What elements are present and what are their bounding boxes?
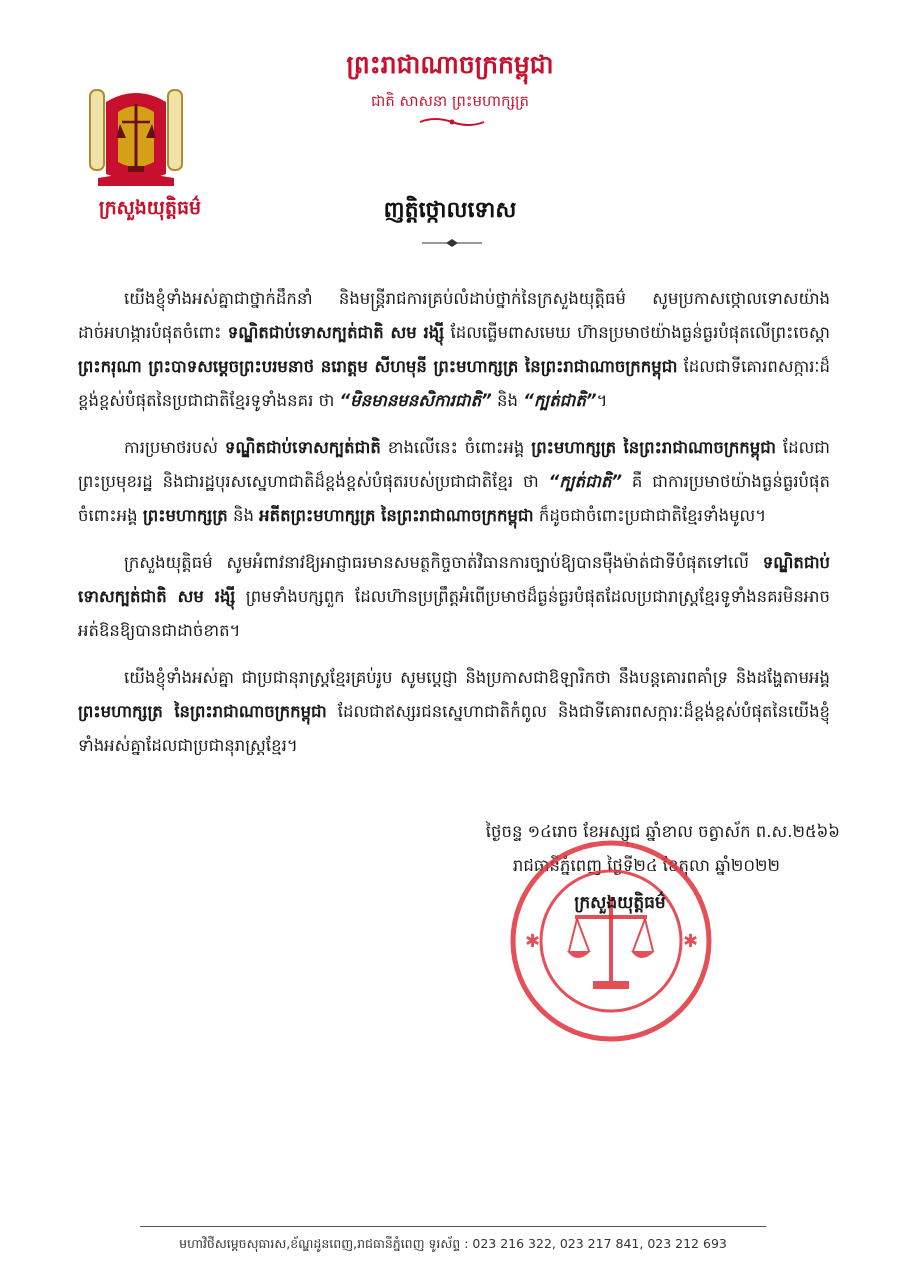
title-ornament-icon: [420, 238, 484, 248]
paragraph-4: យើងខ្ញុំទាំងអស់គ្នា ជាប្រជានុរាស្ត្រខ្មែរគ្រប់រូប សូមប្តេជ្ញា និងប្រកាសជាឱឡារិកថា នឹងបន្តគោរពគាំទ្រ និងដង្ហែតាមអង្គ ព្រះមហាក្សត្រ នៃព្រះរាជាណាចក្រកម្ពុជា ដែលជាឥស្សរជនស្នេហាជាតិកំពូល និងជាទីគោរពសក្ការៈដ៏ខ្ពង់ខ្ពស់បំផុតនៃយើងខ្ញុំទាំងអស់គ្នាដែលជាប្រជានុរាស្ត្រខ្មែរ។: [78, 668, 831, 755]
ministry-name: ក្រសួងយុត្តិធម៌: [98, 197, 202, 219]
national-motto: ជាតិ សាសនា ព្រះមហាក្សត្រ: [370, 92, 530, 110]
statement-body: [78, 282, 830, 776]
paragraph-2: ការប្រមាថរបស់ ទណ្ឌិតជាប់ទោសក្បត់ជាតិ ខាងលើនេះ ចំពោះអង្គ ព្រះមហាក្សត្រ នៃព្រះរាជាណាចក្រកម្ពុជា ដែលជាព្រះប្រមុខរដ្ឋ និងជារដ្ឋបុរសស្នេហាជាតិដ៏ខ្ពង់ខ្ពស់បំផុតរបស់ប្រជាជាតិខ្មែរ ថា “ក្បត់ជាតិ” គឺ ជាការប្រមាថយ៉ាងធ្ងន់ធ្ងរបំផុតចំពោះអង្គ ព្រះមហាក្សត្រ និង អតីតព្រះមហាក្សត្រ នៃព្រះរាជាណាចក្រកម្ពុជា ក៏ដូចជាចំពោះប្រជាជាតិខ្មែរទាំងមូល។: [78, 438, 830, 525]
svg-text:✱: ✱: [525, 931, 541, 952]
ministry-emblem-icon: [88, 82, 184, 190]
solar-date: រាជធានីភ្នំពេញ ថ្ងៃទី២៤ ខែតុលា ឆ្នាំ២០២២: [512, 856, 780, 875]
paragraph-1: យើងខ្ញុំទាំងអស់គ្នាជាថ្នាក់ដឹកនាំ និងមន្ត្រីរាជការគ្រប់លំដាប់ថ្នាក់នៃក្រសួងយុត្តិធម៌ សូមប្រកាសថ្កោលទោសយ៉ាងដាច់អហង្ការបំផុតចំពោះ ទណ្ឌិតជាប់ទោសក្បត់ជាតិ សម រង្ស៊ី ដែលធ្លើមពាសមេឃ ហ៊ានប្រមាថយ៉ាងធ្ងន់ធ្ងរបំផុតលើព្រះចេស្តា ព្រះករុណា ព្រះបាទសម្តេចព្រះបរមនាថ នរោត្តម សីហមុនី ព្រះមហាក្សត្រ នៃព្រះរាជាណាចក្រកម្ពុជា ដែលជាទីគោរពសក្ការៈដ៏ខ្ពង់ខ្ពស់បំផុតនៃប្រជាជាតិខ្មែរទូទាំងនគរ ថា “មិនមានមនសិការជាតិ” និង “ក្បត់ជាតិ”។: [78, 289, 831, 410]
official-seal-icon: [505, 835, 717, 1047]
document-title: ញត្តិថ្កោលទោស: [383, 198, 517, 223]
footer-divider: [140, 1226, 766, 1227]
kingdom-heading: ព្រះរាជាណាចក្រកម្ពុជា: [346, 50, 554, 79]
signatory-name: ក្រសួងយុត្តិធម៌: [574, 893, 666, 913]
motto-ornament-icon: [418, 116, 486, 128]
svg-text:✱: ✱: [683, 931, 699, 952]
lunar-date: ថ្ងៃចន្ទ ១៤រោច ខែអស្សុជ ឆ្នាំខាល ចត្វាស័ក ព.ស.២៥៦៦: [485, 822, 840, 841]
paragraph-3: ក្រសួងយុត្តិធម៌ សូមអំពាវនាវឱ្យអាជ្ញាធរមានសមត្ថកិច្ចចាត់វិធានការច្បាប់ឱ្យបានម៉ឺងម៉ាត់ជាទីបំផុតទៅលើ ទណ្ឌិតជាប់ទោសក្បត់ជាតិ សម រង្ស៊ី ព្រមទាំងបក្សពួក ដែលហ៊ានប្រព្រឹត្តអំពើប្រមាថដ៏ធ្ងន់ធ្ងរបំផុតដែលប្រជារាស្ត្រខ្មែរទូទាំងនគរមិនអាចអត់ឱនឱ្យបានជាដាច់ខាត។: [78, 553, 831, 640]
footer-contact: មហាវិថីសម្តេចសុធារស,ខ័ណ្ឌដូនពេញ,រាជធានីភ្នំពេញ ទូរស័ព្ទ : 023 216 322, 023 217 841, 023 212 693: [179, 1236, 727, 1251]
